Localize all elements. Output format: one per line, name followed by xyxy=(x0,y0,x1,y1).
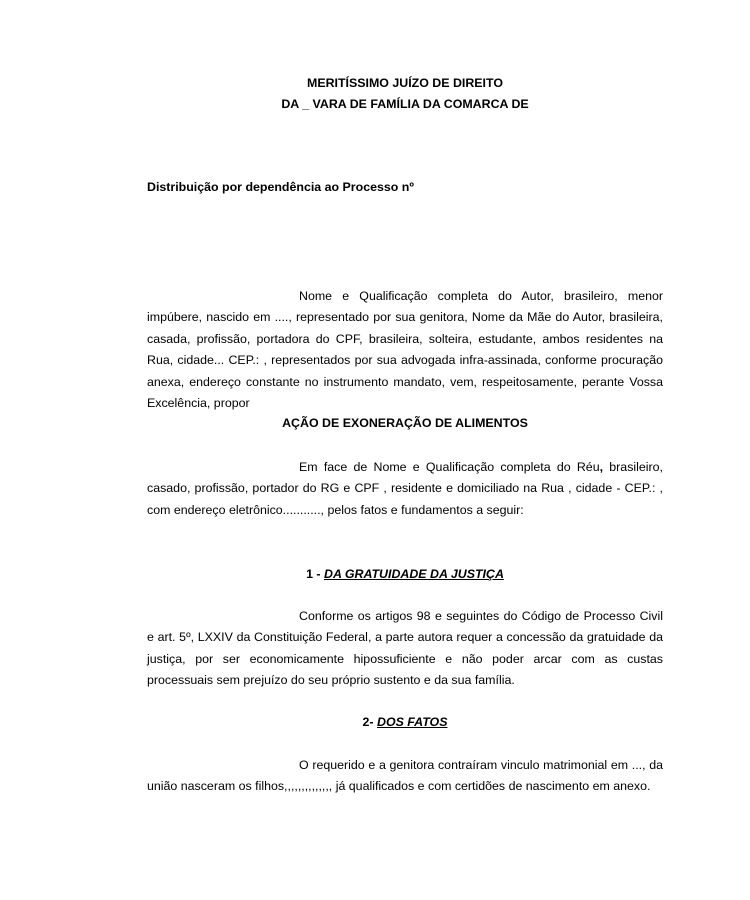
section1-paragraph: Conforme os artigos 98 e seguintes do Código de Processo Civil e art. 5º, LXXIV da Constituição Federal, a parte autora requer a concessão da gratuidade da justiça, por ser economicamente hipossuficiente e não poder arcar com as custas processuais sem prejuízo do seu próprio sustento e da sua família. xyxy=(147,609,663,688)
distribution-line: Distribuição por dependência ao Processo nº xyxy=(147,180,414,194)
intro-paragraph: Nome e Qualificação completa do Autor, brasileiro, menor impúbere, nascido em ...., representado por sua genitora, Nome da Mãe do Autor, brasileira, casada, profissão, portadora do CPF, brasileira, solteira, estudante, ambos residentes na Rua, cidade... CEP.: , representados por sua advogada infra-assinada, conforme procuração anexa, endereço constante no instrumento mandato, vem, respeitosamente, perante Vossa Excelência, propor xyxy=(147,289,663,411)
section2-title: DOS FATOS xyxy=(377,715,448,729)
action-title: AÇÃO DE EXONERAÇÃO DE ALIMENTOS xyxy=(282,416,528,430)
defendant-text-part1: Em face de Nome e Qualificação completa do Réu xyxy=(299,460,600,474)
section1-title: DA GRATUIDADE DA JUSTIÇA xyxy=(324,567,504,581)
defendant-bold-comma: , xyxy=(599,460,604,474)
court-heading xyxy=(147,73,663,116)
defendant-paragraph xyxy=(147,457,663,521)
defendant-text-part2: brasileiro, casado, profissão, portador do RG e CPF , residente e domiciliado na Rua , cidade - CEP.: , com endereço eletrônico..........., pelos fatos e fundamentos a seguir: xyxy=(147,460,663,517)
court-heading-line1: MERITÍSSIMO JUÍZO DE DIREITO xyxy=(307,76,503,90)
section2-heading xyxy=(147,712,663,733)
court-heading-line2: DA _ VARA DE FAMÍLIA DA COMARCA DE xyxy=(281,97,529,112)
section2-number: 2- xyxy=(362,715,377,729)
section2-paragraph: O requerido e a genitora contraíram vinculo matrimonial em ..., da união nasceram os filhos,,,,,,,,,,,,,, já qualificados e com certidões de nascimento em anexo. xyxy=(147,758,663,794)
section1-heading xyxy=(147,564,663,585)
section1-number: 1 - xyxy=(306,567,324,581)
